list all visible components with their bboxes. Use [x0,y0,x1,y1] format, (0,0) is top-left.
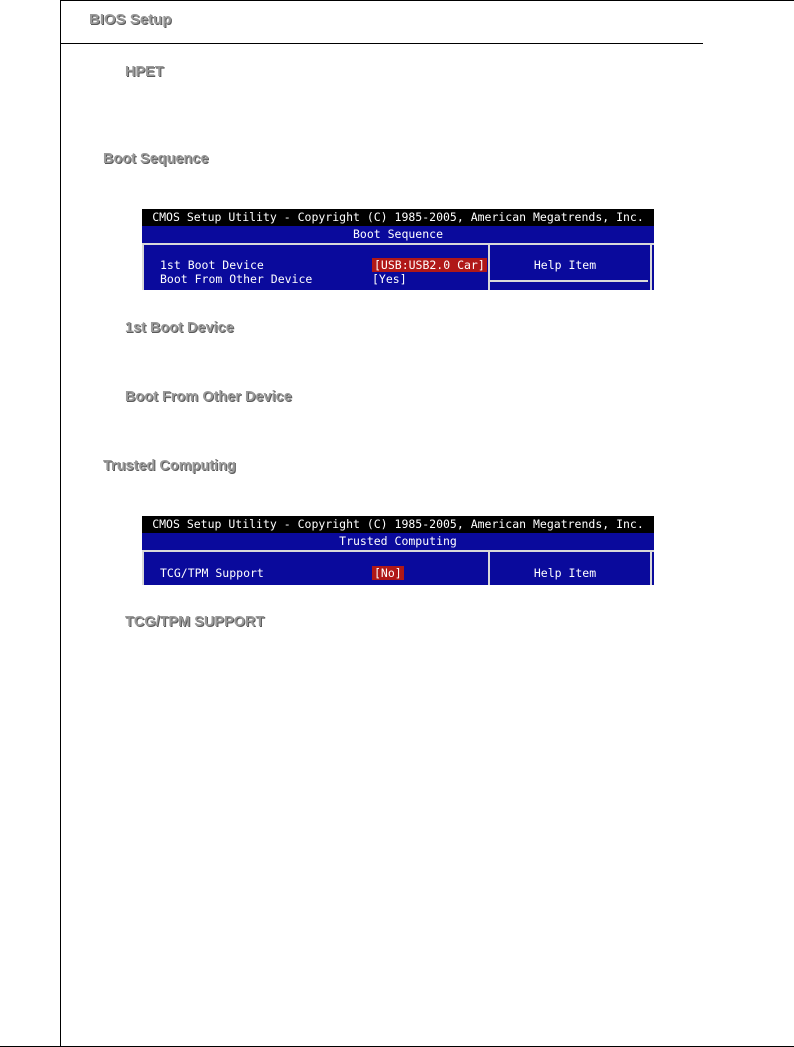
bios-subtitle: Trusted Computing [142,533,654,552]
boot-sequence-heading: Boot Sequence [103,151,209,167]
page-header-title: BIOS Setup [89,11,172,28]
boot-item-label-1st-boot-device[interactable]: 1st Boot Device [160,258,264,272]
bios-right-border [650,245,652,290]
page-top-border [60,0,794,1]
first-boot-device-heading: 1st Boot Device [125,320,234,336]
header-rule [60,43,703,44]
bios-titlebar: CMOS Setup Utility - Copyright (C) 1985-2005, American Megatrends, Inc. [142,209,654,226]
boot-item-value-boot-from-other[interactable]: [Yes] [372,272,407,286]
bios-left-border [142,552,144,585]
bios-titlebar: CMOS Setup Utility - Copyright (C) 1985-2005, American Megatrends, Inc. [142,516,654,533]
help-item-title: Help Item [533,566,597,580]
tcg-tpm-support-value[interactable]: [No] [374,566,402,580]
page-left-border [60,0,61,1047]
help-item-title: Help Item [533,258,597,272]
boot-item-value-1st-boot-device[interactable]: [USB:USB2.0 Car] [374,258,485,272]
help-item-rule [490,280,648,282]
boot-item-label-boot-from-other[interactable]: Boot From Other Device [160,272,313,286]
bios-body [142,245,654,290]
bios-left-border [142,245,144,290]
tcg-tpm-support-label[interactable]: TCG/TPM Support [160,566,264,580]
boot-from-other-device-heading: Boot From Other Device [125,389,292,405]
boot-sequence-bios-panel [142,209,654,290]
bios-subtitle: Boot Sequence [142,226,654,245]
trusted-computing-bios-panel [142,516,654,585]
bios-body [142,552,654,585]
trusted-computing-heading: Trusted Computing [103,458,236,474]
hpet-heading: HPET [125,64,164,80]
bios-right-border [650,552,652,585]
tcg-tpm-support-heading: TCG/TPM SUPPORT [125,614,265,630]
